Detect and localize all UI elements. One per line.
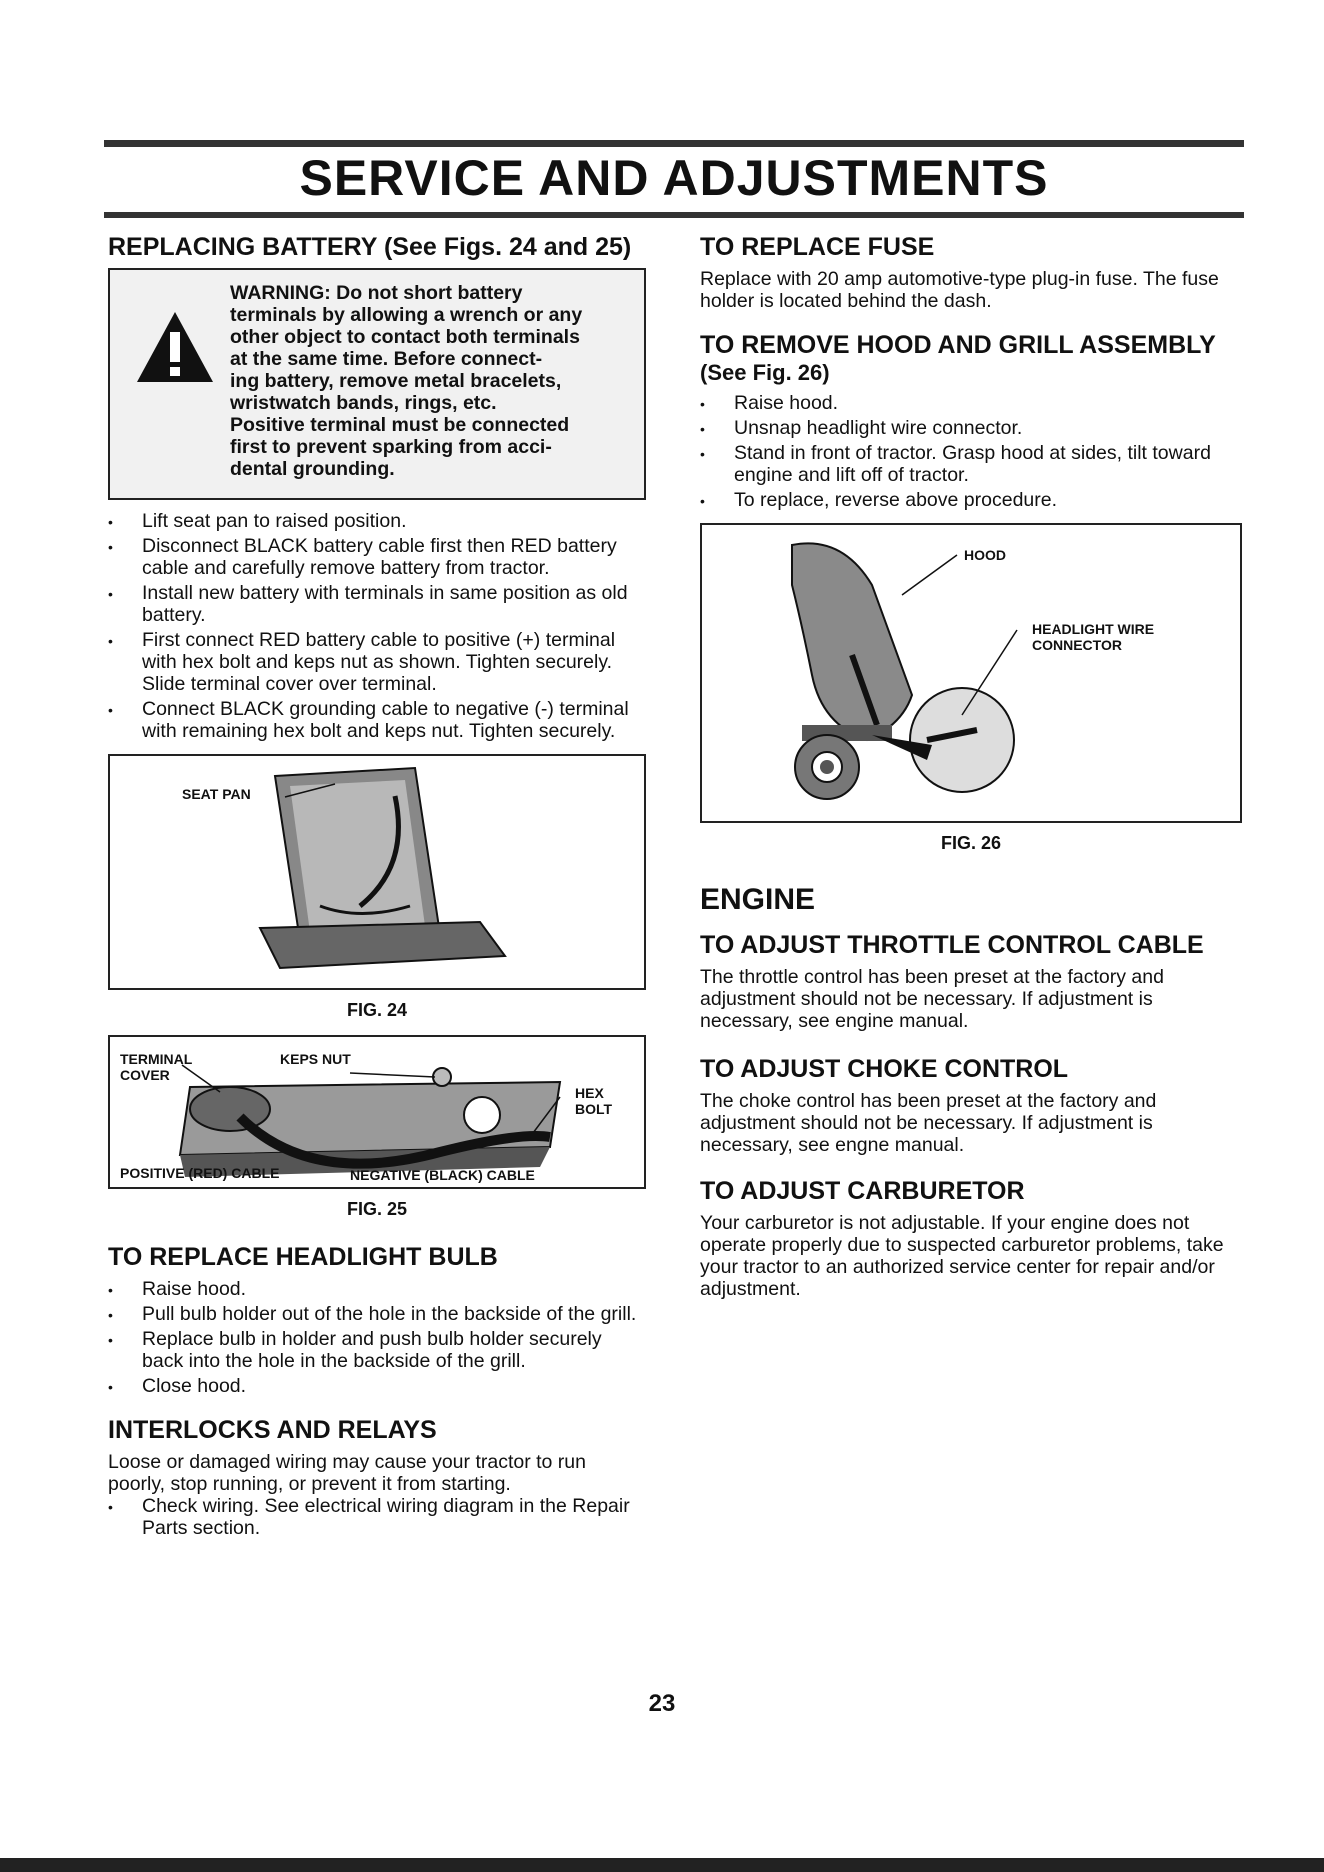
- carburetor-heading: TO ADJUST CARBURETOR: [700, 1177, 1025, 1205]
- fig25-caption: FIG. 25: [346, 1199, 408, 1219]
- warning-line: other object to contact both terminals: [230, 326, 580, 348]
- page-title: SERVICE AND ADJUSTMENTS: [299, 150, 1049, 206]
- list-item: • Replace bulb in holder and push bulb holder securely back into the hole in the backside of the grill.: [108, 1328, 646, 1372]
- headlight-steps: [108, 1278, 646, 1397]
- figure-25: [108, 1035, 646, 1189]
- warning-line: terminals by allowing a wrench or any: [230, 304, 583, 326]
- bottom-edge: [0, 1858, 1324, 1872]
- hood-subheading: (See Fig. 26): [700, 360, 830, 385]
- throttle-text: The throttle control has been preset at the factory and adjustment should not be necessary. If adjustment is necessary, see engine manual.: [700, 966, 1164, 1032]
- hood-illustration: [702, 525, 1240, 821]
- headlight-heading: TO REPLACE HEADLIGHT BULB: [108, 1243, 498, 1271]
- label-keps-nut: KEPS NUT: [280, 1051, 351, 1067]
- label-positive-cable: POSITIVE (RED) CABLE: [120, 1165, 280, 1181]
- right-column: [700, 232, 1242, 1300]
- list-item: • Check wiring. See electrical wiring diagram in the Repair Parts section.: [108, 1495, 646, 1539]
- warning-line: WARNING: Do not short battery: [230, 282, 523, 304]
- fig26-caption: FIG. 26: [940, 833, 1002, 853]
- battery-heading: REPLACING BATTERY (See Figs. 24 and 25): [108, 233, 632, 261]
- figure-24: [108, 754, 646, 990]
- warning-line: wristwatch bands, rings, etc.: [230, 392, 497, 414]
- left-column: [108, 232, 646, 1542]
- page-number: 23: [648, 1690, 676, 1717]
- title-bottom-rule: [104, 212, 1244, 218]
- label-terminal-cover-2: COVER: [120, 1067, 170, 1083]
- label-wire-2: CONNECTOR: [1032, 637, 1122, 653]
- interlocks-heading: INTERLOCKS AND RELAYS: [108, 1416, 437, 1444]
- label-seat-pan: SEAT PAN: [182, 786, 251, 802]
- carburetor-text: Your carburetor is not adjustable. If your engine does not operate properly due to suspected carburetor problems, take your tractor to an authorized service center for repair and/or adjustment.: [700, 1212, 1224, 1300]
- engine-heading: ENGINE: [700, 883, 816, 916]
- fuse-heading: TO REPLACE FUSE: [700, 233, 935, 261]
- label-negative-cable: NEGATIVE (BLACK) CABLE: [350, 1167, 535, 1183]
- list-item: • Close hood.: [108, 1375, 646, 1397]
- label-wire-1: HEADLIGHT WIRE: [1032, 621, 1155, 637]
- hood-steps: [700, 392, 1242, 511]
- warning-triangle-icon: [120, 282, 230, 488]
- list-item: • Raise hood.: [108, 1278, 646, 1300]
- list-item: • Raise hood.: [700, 392, 1242, 414]
- interlocks-text: Loose or damaged wiring may cause your tractor to run poorly, stop running, or prevent it from starting.: [108, 1451, 586, 1495]
- list-item: • Pull bulb holder out of the hole in the backside of the grill.: [108, 1303, 646, 1325]
- throttle-heading: TO ADJUST THROTTLE CONTROL CABLE: [700, 931, 1204, 959]
- battery-steps: [108, 510, 646, 742]
- warning-line: Positive terminal must be connected: [230, 414, 570, 436]
- label-hex-2: BOLT: [575, 1101, 613, 1117]
- list-item: • To replace, reverse above procedure.: [700, 489, 1242, 511]
- label-hex-1: HEX: [575, 1085, 604, 1101]
- warning-text: [230, 282, 582, 488]
- warning-line: dental grounding.: [230, 458, 395, 480]
- list-item: • Connect BLACK grounding cable to negative (-) terminal with remaining hex bolt and keps nut. Tighten securely.: [108, 698, 646, 742]
- list-item: • Stand in front of tractor. Grasp hood at sides, tilt toward engine and lift off of tractor.: [700, 442, 1242, 486]
- top-rule: [104, 140, 1244, 147]
- list-item: • Disconnect BLACK battery cable first then RED battery cable and carefully remove battery from tractor.: [108, 535, 646, 579]
- interlocks-steps: [108, 1495, 646, 1539]
- choke-heading: TO ADJUST CHOKE CONTROL: [700, 1055, 1069, 1083]
- fig24-caption: FIG. 24: [346, 1000, 408, 1020]
- warning-line: ing battery, remove metal bracelets,: [230, 370, 562, 392]
- warning-line: first to prevent sparking from acci-: [230, 436, 552, 458]
- fuse-text: Replace with 20 amp automotive-type plug-in fuse. The fuse holder is located behind the dash.: [700, 268, 1219, 312]
- battery-warning-box: [108, 268, 646, 500]
- list-item: • Install new battery with terminals in same position as old battery.: [108, 582, 646, 626]
- list-item: • First connect RED battery cable to positive (+) terminal with hex bolt and keps nut as shown. Tighten securely. Slide terminal cover over terminal.: [108, 629, 646, 695]
- figure-26: [700, 523, 1242, 823]
- list-item: • Unsnap headlight wire connector.: [700, 417, 1242, 439]
- warning-line: at the same time. Before connect-: [230, 348, 543, 370]
- choke-text: The choke control has been preset at the factory and adjustment should not be necessary. If adjustment is necessary, see engne manual.: [700, 1090, 1157, 1156]
- label-hood: HOOD: [964, 547, 1006, 563]
- list-item: • Lift seat pan to raised position.: [108, 510, 646, 532]
- label-terminal-cover-1: TERMINAL: [120, 1051, 193, 1067]
- hood-heading: TO REMOVE HOOD AND GRILL ASSEMBLY: [700, 331, 1216, 359]
